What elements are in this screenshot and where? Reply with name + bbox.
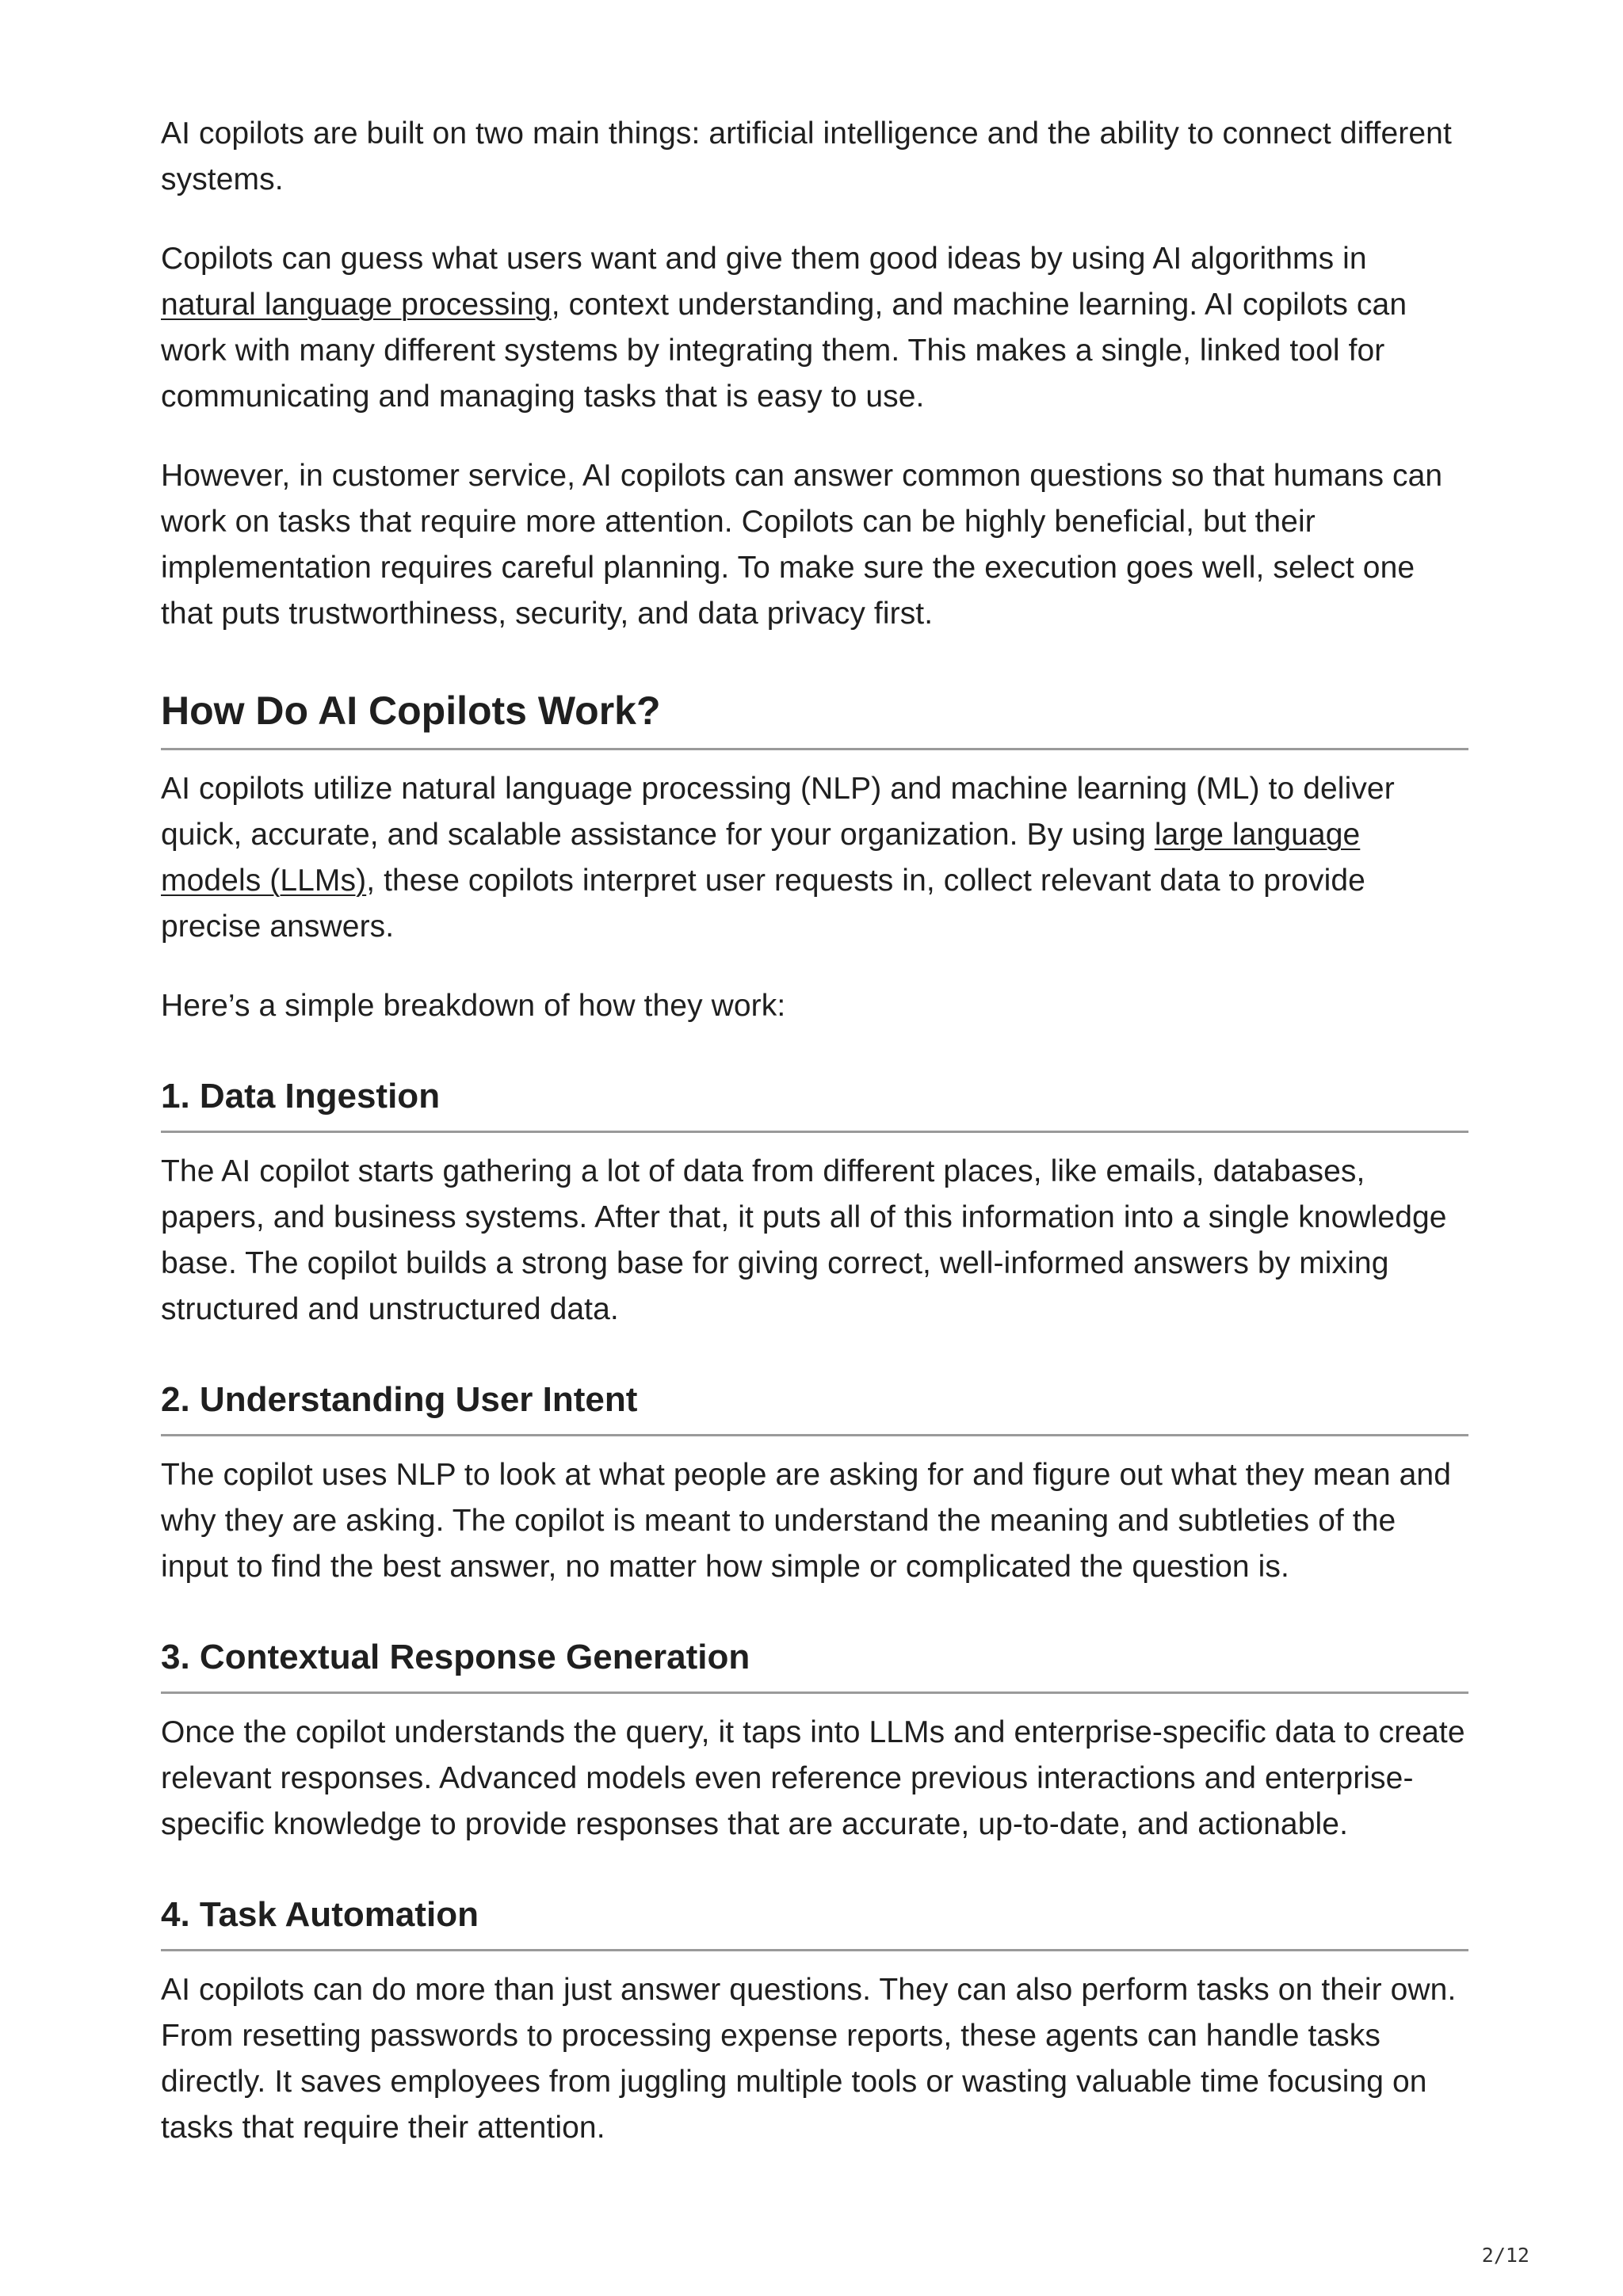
document-page: [161, 111, 1468, 2184]
how-paragraph-1-text-after: , these copilots interpret user requests in, collect relevant data to provide precise answers.: [161, 864, 1365, 944]
step-3-text: Once the copilot understands the query, it taps into LLMs and enterprise-specific data to create relevant responses. Advanced models even reference previous interactions and enterprise-specific knowledge to provide responses that are accurate, up-to-date, and actionable.: [161, 1715, 1465, 1841]
natural-language-processing-link[interactable]: natural language processing: [161, 288, 552, 322]
intro-paragraph-2: [161, 236, 1468, 420]
step-4-text: AI copilots can do more than just answer questions. They can also perform tasks on their own. From resetting passwords to processing expense reports, these agents can handle tasks directly. It saves employees from juggling multiple tools or wasting valuable time focusing on tasks that require their attention.: [161, 1973, 1457, 2145]
how-section-heading: How Do AI Copilots Work?: [161, 686, 1468, 750]
step-1-text: The AI copilot starts gathering a lot of data from different places, like emails, databases, papers, and business systems. After that, it puts all of this information into a single knowledge base. The copilot builds a strong base for giving correct, well-informed answers by mixing structured and unstructured data.: [161, 1154, 1447, 1326]
intro-paragraph-2-text-before: Copilots can guess what users want and give them good ideas by using AI algorithms in: [161, 242, 1367, 276]
step-2-heading: 2. Understanding User Intent: [161, 1379, 1468, 1436]
how-paragraph-2: Here’s a simple breakdown of how they work:: [161, 989, 786, 1023]
step-3-heading: 3. Contextual Response Generation: [161, 1636, 1468, 1694]
intro-paragraph-2-text-after: , context understanding, and machine learning. AI copilots can work with many different systems by integrating them. This makes a single, linked tool for communicating and managing tasks that is easy to use.: [161, 288, 1407, 414]
step-4-heading: 4. Task Automation: [161, 1894, 1468, 1951]
how-paragraph-1-text-before: AI copilots utilize natural language processing (NLP) and machine learning (ML) to deliver quick, accurate, and scalable assistance for your organization. By using: [161, 772, 1395, 852]
step-1-heading: 1. Data Ingestion: [161, 1075, 1468, 1133]
intro-paragraph-3: However, in customer service, AI copilots can answer common questions so that humans can work on tasks that require more attention. Copilots can be highly beneficial, but their implementation requires careful planning. To make sure the execution goes well, select one that puts trustworthiness, security, and data privacy first.: [161, 459, 1443, 631]
large-language-models-link[interactable]: large language models (LLMs): [161, 818, 1361, 898]
how-paragraph-1: [161, 766, 1468, 950]
page-number: 2/12: [1481, 2244, 1529, 2267]
step-2-text: The copilot uses NLP to look at what people are asking for and figure out what they mean and why they are asking. The copilot is meant to understand the meaning and subtleties of the input to find the best answer, no matter how simple or complicated the question is.: [161, 1458, 1451, 1584]
intro-paragraph-1: AI copilots are built on two main things: artificial intelligence and the ability to connect different systems.: [161, 116, 1452, 196]
